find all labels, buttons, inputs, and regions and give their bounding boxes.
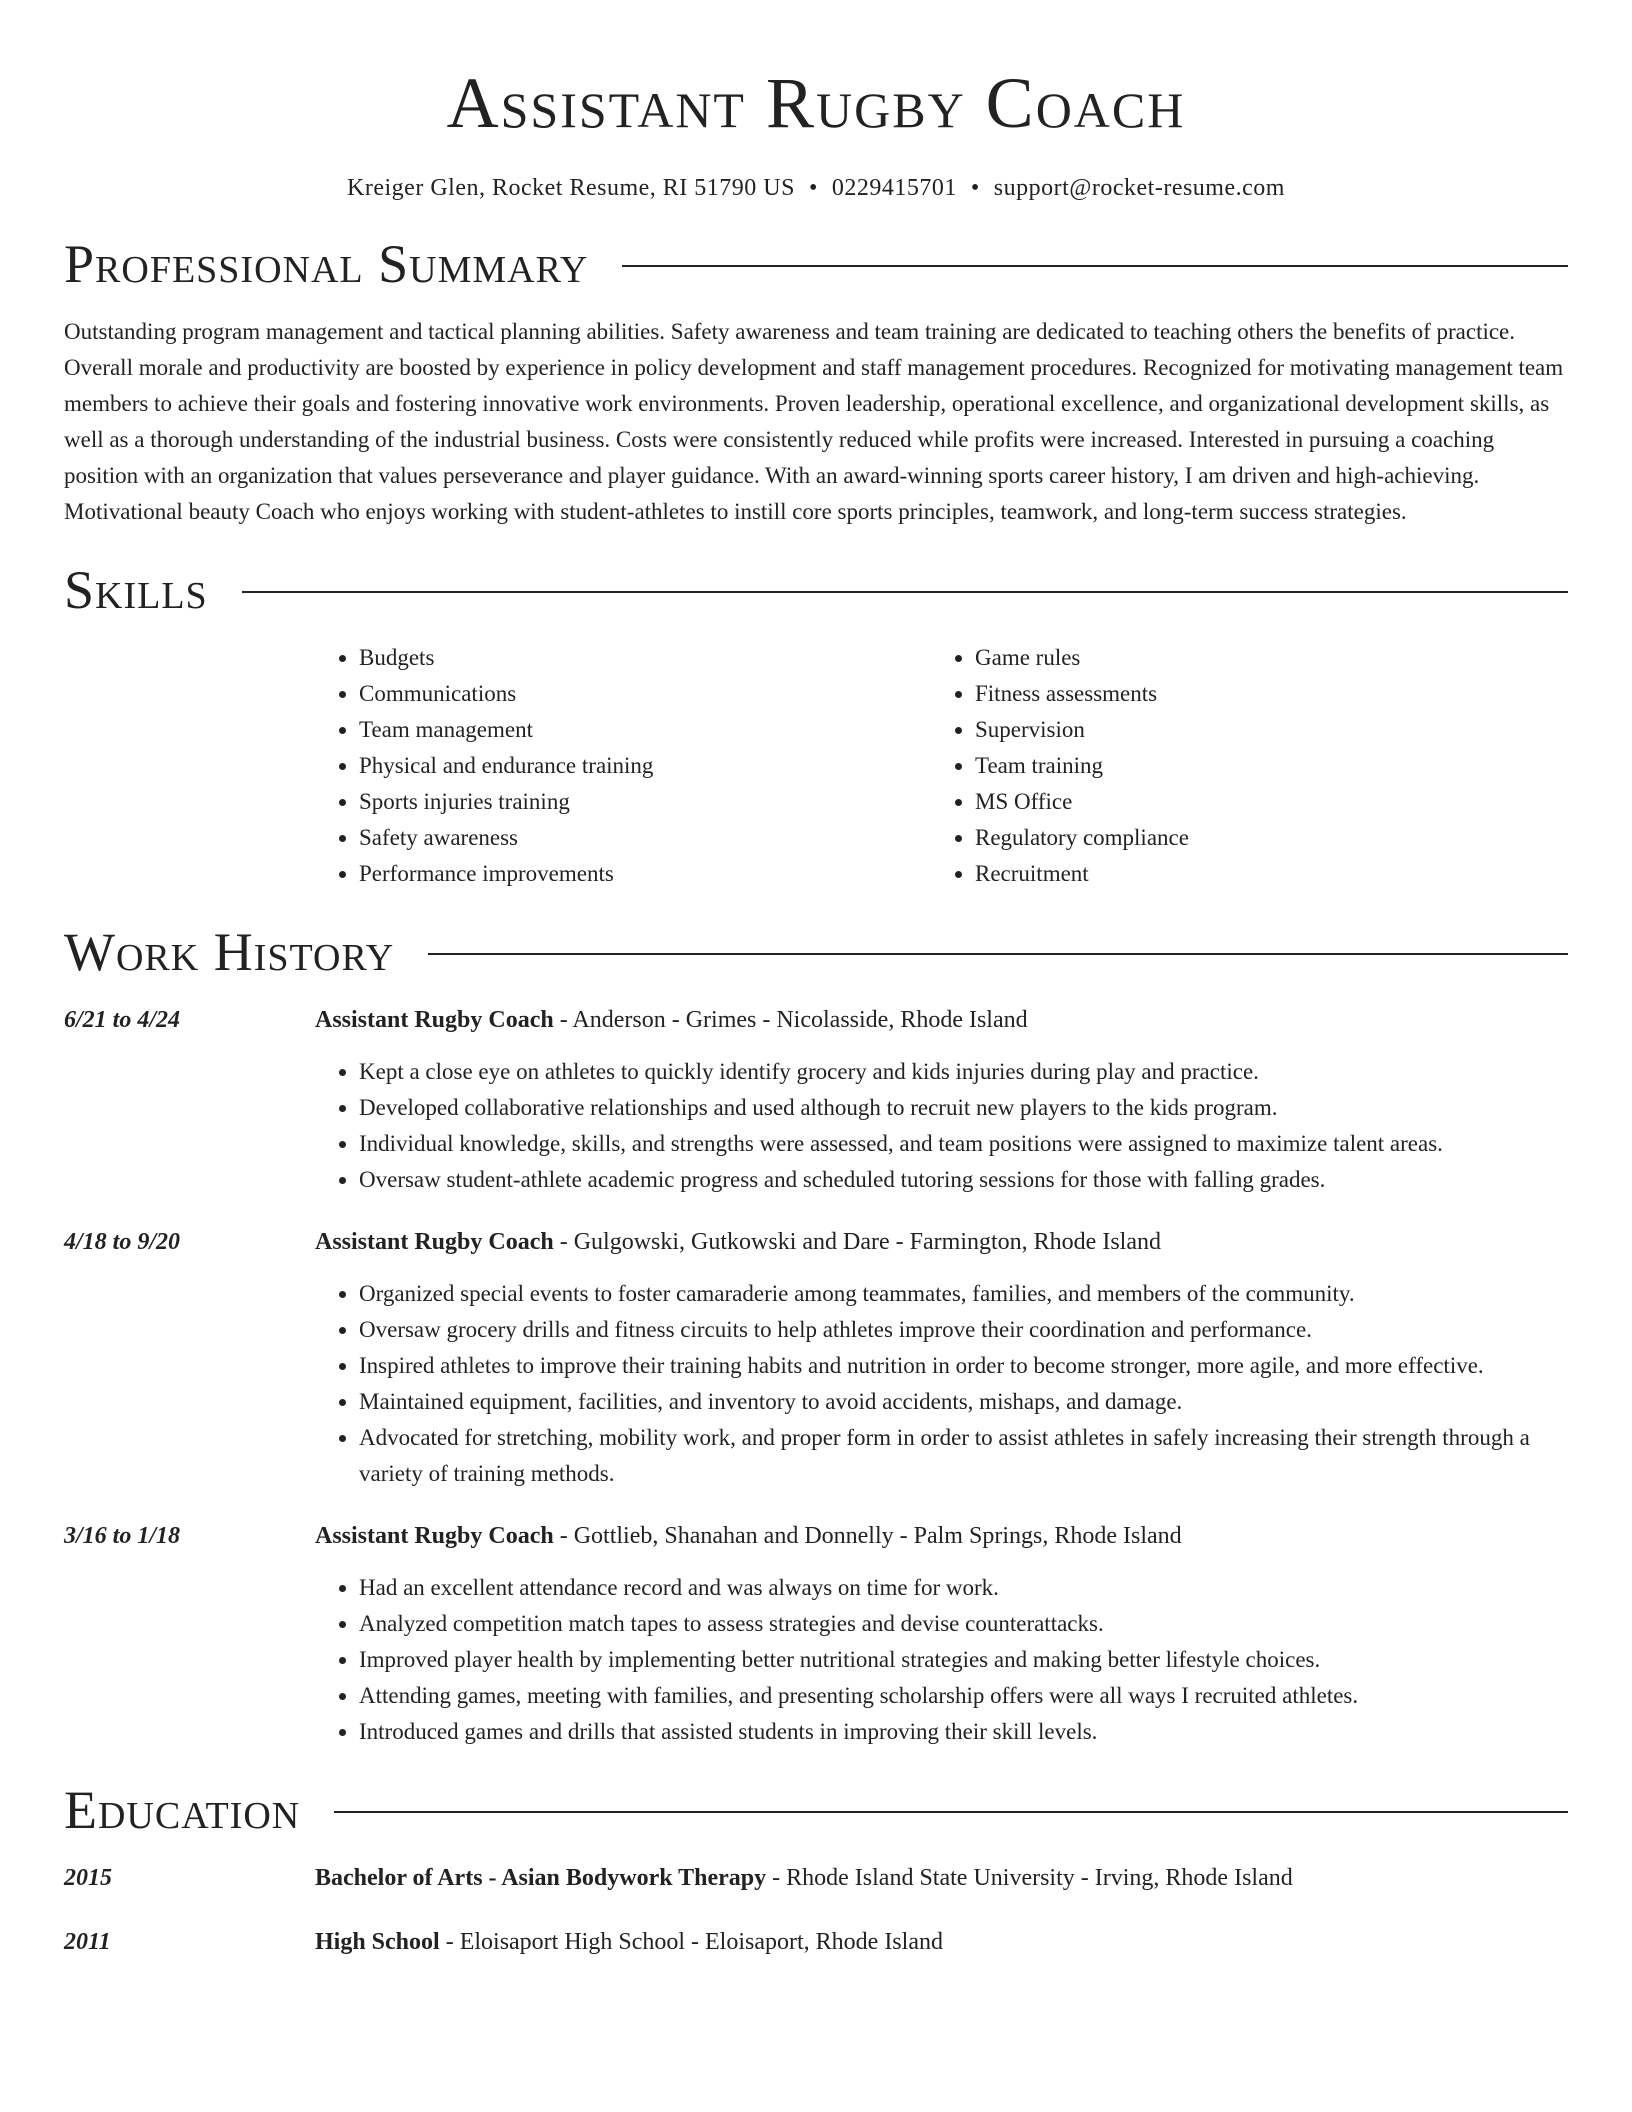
job-body (315, 1518, 1568, 1750)
skill-item: • Supervision (975, 712, 1547, 748)
job-bullet: • Had an excellent attendance record and was always on time for work. (359, 1570, 1568, 1606)
job-bullet: • Improved player health by implementing better nutritional strategies and making better lifestyle choices. (359, 1642, 1568, 1678)
job-bullet: • Inspired athletes to improve their training habits and nutrition in order to become stronger, more agile, and more effective. (359, 1348, 1568, 1384)
section-divider (242, 591, 1568, 593)
job-bullet: • Analyzed competition match tapes to assess strategies and devise counterattacks. (359, 1606, 1568, 1642)
skill-item: • Communications (359, 676, 931, 712)
job-entry (64, 1518, 1568, 1750)
section-title-skills: Skills (64, 560, 208, 620)
skill-item: • Performance improvements (359, 856, 931, 892)
skills-section (64, 560, 1568, 892)
job-bullet: • Maintained equipment, facilities, and inventory to avoid accidents, mishaps, and damage. (359, 1384, 1568, 1420)
work-history-section (64, 922, 1568, 1750)
section-divider (428, 953, 1568, 955)
job-body (315, 1224, 1568, 1492)
education-school: - Eloisaport High School - Eloisaport, Rhode Island (439, 1929, 943, 1955)
job-employer: - Anderson - Grimes - Nicolasside, Rhode Island (553, 1007, 1028, 1033)
job-bullet: • Organized special events to foster camaraderie among teammates, families, and members of the community. (359, 1276, 1568, 1312)
job-bullets (315, 1054, 1568, 1198)
contact-separator: • (970, 175, 980, 201)
section-header (64, 234, 1568, 294)
skill-item: • Game rules (975, 640, 1547, 676)
education-details (315, 1924, 943, 1960)
education-degree: High School (315, 1929, 440, 1955)
education-entry (64, 1924, 1568, 1960)
job-entry (64, 1224, 1568, 1492)
skill-item: • Safety awareness (359, 820, 931, 856)
job-bullet: • Kept a close eye on athletes to quickly identify grocery and kids injuries during play and practice. (359, 1054, 1568, 1090)
contact-email[interactable]: support@rocket-resume.com (993, 175, 1285, 201)
section-header (64, 1780, 1568, 1840)
skills-column-right (931, 640, 1547, 892)
job-bullet: • Individual knowledge, skills, and strengths were assessed, and team positions were assigned to maximize talent areas. (359, 1126, 1568, 1162)
education-entry (64, 1860, 1568, 1896)
education-degree: Bachelor of Arts - Asian Bodywork Therapy (315, 1865, 767, 1891)
education-year: 2015 (64, 1865, 112, 1891)
job-role: Assistant Rugby Coach (315, 1229, 554, 1255)
skill-item: • Fitness assessments (975, 676, 1547, 712)
skill-item: • Team training (975, 748, 1547, 784)
job-dates: 3/16 to 1/18 (64, 1523, 181, 1549)
job-bullet: • Advocated for stretching, mobility work, and proper form in order to assist athletes in safely increasing their strength through a variety of training methods. (359, 1420, 1568, 1492)
skills-column-left (315, 640, 931, 892)
job-employer: - Gottlieb, Shanahan and Donnelly - Palm Springs, Rhode Island (553, 1523, 1182, 1549)
section-title-education: Education (64, 1780, 301, 1840)
job-employer: - Gulgowski, Gutkowski and Dare - Farmington, Rhode Island (553, 1229, 1161, 1255)
section-header (64, 922, 1568, 982)
job-header (315, 1224, 1568, 1260)
contact-address: Kreiger Glen, Rocket Resume, RI 51790 US (347, 175, 795, 201)
education-school: - Rhode Island State University - Irving, Rhode Island (766, 1865, 1293, 1891)
section-title-work: Work History (64, 922, 395, 982)
candidate-name: Assistant Rugby Coach (446, 63, 1186, 143)
skill-item: • Sports injuries training (359, 784, 931, 820)
contact-phone: 0229415701 (831, 175, 957, 201)
job-bullet: • Introduced games and drills that assisted students in improving their skill levels. (359, 1714, 1568, 1750)
job-bullet: • Developed collaborative relationships and used although to recruit new players to the kids program. (359, 1090, 1568, 1126)
summary-section (64, 234, 1568, 530)
job-entry (64, 1002, 1568, 1198)
job-dates: 6/21 to 4/24 (64, 1007, 181, 1033)
section-divider (622, 265, 1568, 267)
job-dates: 4/18 to 9/20 (64, 1229, 181, 1255)
education-details (315, 1860, 1293, 1896)
job-body (315, 1002, 1568, 1198)
job-role: Assistant Rugby Coach (315, 1007, 554, 1033)
section-header (64, 560, 1568, 620)
skill-item: • Budgets (359, 640, 931, 676)
job-bullets (315, 1570, 1568, 1750)
contact-separator: • (808, 175, 818, 201)
skill-item: • Recruitment (975, 856, 1547, 892)
skill-item: • Physical and endurance training (359, 748, 931, 784)
education-year: 2011 (64, 1929, 111, 1955)
section-title-summary: Professional Summary (64, 234, 589, 294)
job-role: Assistant Rugby Coach (315, 1523, 554, 1549)
job-header (315, 1002, 1568, 1038)
contact-line (64, 172, 1568, 204)
education-section (64, 1780, 1568, 1960)
summary-text: Outstanding program management and tactical planning abilities. Safety awareness and team training are dedicated to teaching others the benefits of practice. Overall morale and productivity are boosted by experience in policy development and staff management procedures. Recognized for motivating management team members to achieve their goals and fostering innovative work environments. Proven leadership, operational excellence, and organizational development skills, as well as a thorough understanding of the industrial business. Costs were consistently reduced while profits were increased. Interested in pursuing a coaching position with an organization that values perseverance and player guidance. With an award-winning sports career history, I am driven and high-achieving. Motivational beauty Coach who enjoys working with student-athletes to instill core sports principles, teamwork, and long-term success strategies. (64, 319, 1564, 524)
job-bullet: • Oversaw student-athlete academic progress and scheduled tutoring sessions for those with falling grades. (359, 1162, 1568, 1198)
skills-list (315, 640, 1568, 892)
section-divider (334, 1811, 1568, 1813)
job-bullets (315, 1276, 1568, 1492)
skill-item: • MS Office (975, 784, 1547, 820)
skill-item: • Team management (359, 712, 931, 748)
job-header (315, 1518, 1568, 1554)
skill-item: • Regulatory compliance (975, 820, 1547, 856)
job-bullet: • Oversaw grocery drills and fitness circuits to help athletes improve their coordination and performance. (359, 1312, 1568, 1348)
job-bullet: • Attending games, meeting with families, and presenting scholarship offers were all ways I recruited athletes. (359, 1678, 1568, 1714)
